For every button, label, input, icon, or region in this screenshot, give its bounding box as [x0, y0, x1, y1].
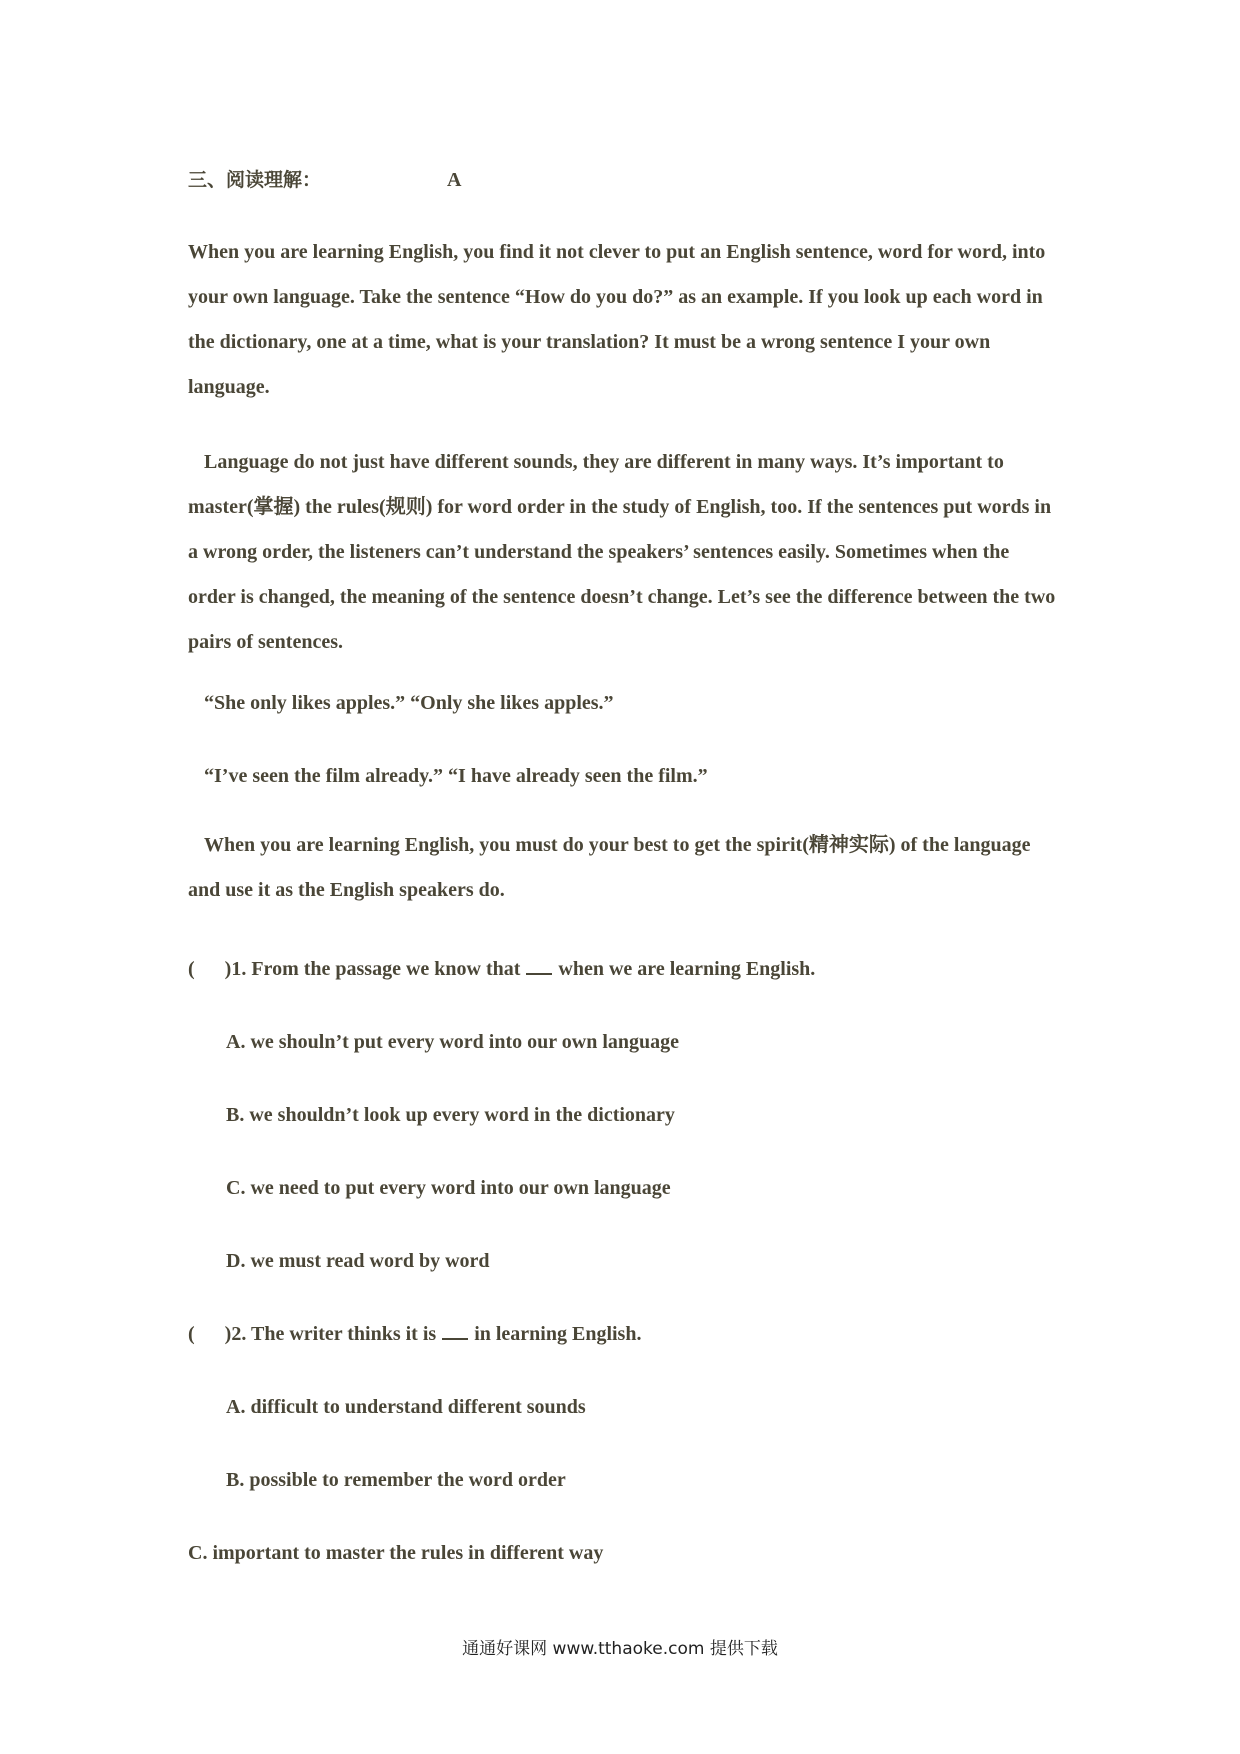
question-stem: 1. From the passage we know that	[231, 958, 521, 980]
passage-paragraph-1: When you are learning English, you find it not clever to put an English sentence, word for word, into your own language. Take the sentence “How do you do?” as an example. If you look up each word in the dictionary, one at a time, what is your translation? It must be a wrong sentence I your own language.	[188, 241, 1046, 398]
footer-source-note: 通通好课网 www.tthaoke.com 提供下载	[462, 1639, 778, 1659]
passage-label: A	[447, 169, 462, 191]
example-sentence-pair-2: “I’ve seen the film already.” “I have already seen the film.”	[204, 765, 708, 787]
question-1-option-b: B. we shouldn’t look up every word in the dictionary	[226, 1104, 675, 1126]
question-1	[188, 957, 815, 981]
answer-paren-close: )	[224, 958, 232, 980]
section-heading: 三、阅读理解：	[188, 169, 322, 191]
question-2-option-c: C. important to master the rules in different way	[188, 1542, 604, 1564]
question-stem-end: in learning English.	[474, 1323, 642, 1345]
question-2-option-b: B. possible to remember the word order	[226, 1469, 566, 1491]
answer-paren-open: (	[188, 1323, 195, 1345]
question-stem: 2. The writer thinks it is	[231, 1323, 437, 1345]
answer-paren-open: (	[188, 958, 195, 980]
question-1-option-d: D. we must read word by word	[226, 1250, 490, 1272]
fill-blank	[526, 957, 552, 975]
answer-paren-close: )	[224, 1323, 232, 1345]
question-1-option-a: A. we shouln’t put every word into our own language	[226, 1031, 679, 1053]
example-sentence-pair-1: “She only likes apples.” “Only she likes apples.”	[204, 692, 614, 714]
question-2-option-a: A. difficult to understand different sounds	[226, 1396, 586, 1418]
question-1-option-c: C. we need to put every word into our own language	[226, 1177, 671, 1199]
fill-blank	[442, 1322, 468, 1340]
question-2	[188, 1322, 641, 1346]
passage-paragraph-3: When you are learning English, you must do your best to get the spirit(精神实际) of the language and use it as the English speakers do.	[188, 834, 1031, 901]
passage-paragraph-2: Language do not just have different sounds, they are different in many ways. It’s important to master(掌握) the rules(规则) for word order in the study of English, too. If the sentences put words in a wrong order, the listeners can’t understand the speakers’ sentences easily. Sometimes when the order is changed, the meaning of the sentence doesn’t change. Let’s see the difference between the two pairs of sentences.	[188, 451, 1056, 653]
question-stem-end: when we are learning English.	[558, 958, 816, 980]
